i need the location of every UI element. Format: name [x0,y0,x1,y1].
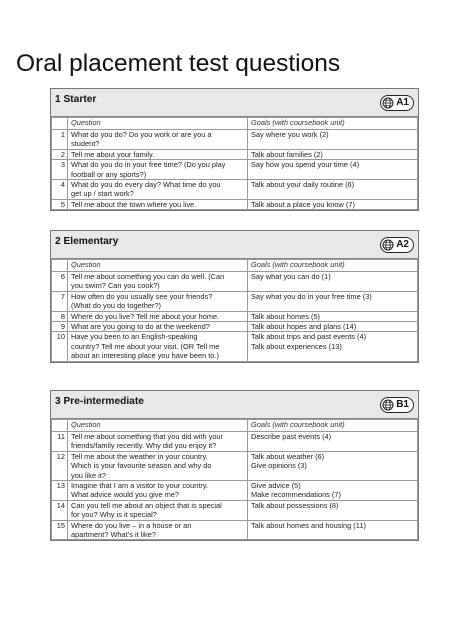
question-line: (What do you do together?) [71,301,161,311]
question-text [68,432,248,452]
goal-text [248,272,418,292]
question-column-header: Question [68,260,248,272]
table-row [52,180,418,200]
question-text [68,199,248,209]
question-number: 4 [52,180,68,200]
question-text [68,451,248,480]
question-text [68,311,248,321]
question-line: Tell me about something you can do well. (Can [71,272,225,281]
goal-line: Describe past events (4) [251,432,332,441]
table-row [52,160,418,180]
question-number: 1 [52,130,68,150]
goal-text [248,180,418,200]
globe-icon [382,399,394,411]
level-badge [380,237,414,253]
level-label: A2 [396,239,409,250]
goals-column-header: Goals (with coursebook unit) [248,118,418,130]
section-title: 1 Starter [55,94,97,105]
goal-text [248,291,418,311]
question-number: 12 [52,451,68,480]
goal-text [248,160,418,180]
goal-line: Talk about possessions (8) [251,500,339,510]
table-row [52,130,418,150]
question-line: you like it? [71,470,106,480]
table-header-row [52,118,418,130]
goal-text [248,332,418,361]
goal-line: Talk about experiences (13) [251,341,342,351]
level-badge [380,397,414,413]
page-title: Oral placement test questions [16,50,341,77]
goal-text [248,130,418,150]
goal-line: Talk about trips and past events (4) [251,332,367,342]
question-number: 13 [52,481,68,501]
goal-line: Talk about your daily routine (6) [251,180,355,190]
goal-text [248,149,418,159]
question-line: you swim? Can you cook?) [71,281,160,291]
goal-line: Talk about weather (6) [251,451,325,461]
number-column-header [52,118,68,130]
question-column-header: Question [68,420,248,432]
section-header [51,89,418,117]
question-line: What do you do every day? What time do you [71,180,221,190]
question-line: for you? Why is it special? [71,510,157,520]
table-row [52,500,418,520]
question-line: get up / start work? [71,189,134,199]
question-column-header: Question [68,118,248,130]
question-line: What advice would you give me? [71,490,180,500]
goal-line: Make recommendations (7) [251,490,341,500]
question-text [68,160,248,180]
question-line: What do you do in your free time? (Do you play [71,160,226,170]
level-badge [380,95,414,111]
goal-text [248,451,418,480]
question-line: Imagine that I am a visitor to your country. [71,481,209,491]
table-row [52,322,418,332]
question-line: football or any sports?) [71,169,147,179]
question-text [68,149,248,159]
goal-line: Talk about homes (5) [251,311,321,321]
goal-line: Talk about a place you know (7) [251,199,355,209]
question-table [51,419,418,540]
table-row [52,481,418,501]
question-number: 2 [52,149,68,159]
question-text [68,130,248,150]
question-text [68,500,248,520]
section-starter [50,88,419,211]
section-title: 3 Pre-intermediate [55,396,144,407]
goal-line: Give advice (5) [251,481,301,491]
question-text [68,291,248,311]
level-label: A1 [396,97,409,108]
question-table [51,117,418,210]
goals-column-header: Goals (with coursebook unit) [248,420,418,432]
question-line: Which is your favourite season and why do [71,461,212,471]
question-line: country? Tell me about your visit. (OR Tell me [71,341,220,351]
goal-line: Talk about families (2) [251,149,323,159]
table-header-row [52,420,418,432]
question-line: Tell me about the town where you live. [71,199,197,209]
question-number: 10 [52,332,68,361]
goal-line: Talk about hopes and plans (14) [251,322,357,332]
question-number: 9 [52,322,68,332]
question-number: 5 [52,199,68,209]
question-text [68,322,248,332]
question-number: 6 [52,272,68,292]
question-text [68,272,248,292]
question-line: student? [71,139,100,149]
goal-line: Say what you can do (1) [251,272,331,281]
table-row [52,149,418,159]
table-row [52,432,418,452]
table-header-row [52,260,418,272]
goal-text [248,520,418,540]
question-line: Tell me about your family. [71,149,155,159]
question-number: 7 [52,291,68,311]
question-line: What do you do? Do you work or are you a [71,130,212,139]
table-row [52,520,418,540]
goal-text [248,311,418,321]
question-line: Where do you live – in a house or an [71,520,192,530]
globe-icon [382,97,394,109]
question-line: Tell me about the weather in your country. [71,451,208,461]
question-line: Have you been to an English-speaking [71,332,198,342]
table-row [52,272,418,292]
question-text [68,520,248,540]
question-line: Tell me about something that you did with your [71,432,224,441]
goals-column-header: Goals (with coursebook unit) [248,260,418,272]
number-column-header [52,260,68,272]
goal-line: Give opinions (3) [251,461,307,471]
section-pre-intermediate [50,390,419,541]
question-number: 14 [52,500,68,520]
question-line: about an interesting place you have been to.) [71,351,219,361]
question-line: Where do you live? Tell me about your home. [71,311,220,321]
table-row [52,332,418,361]
question-text [68,180,248,200]
question-number: 8 [52,311,68,321]
section-header [51,391,418,419]
goal-text [248,481,418,501]
goal-line: Talk about homes and housing (11) [251,520,366,530]
question-number: 11 [52,432,68,452]
question-text [68,481,248,501]
question-number: 15 [52,520,68,540]
question-line: How often do you usually see your friends? [71,291,213,301]
section-title: 2 Elementary [55,236,119,247]
goal-line: Say where you work (2) [251,130,329,139]
level-label: B1 [396,399,409,410]
question-line: Can you tell me about an object that is special [71,500,222,510]
goal-text [248,199,418,209]
question-line: apartment? What’s it like? [71,530,156,540]
goal-line: Say what you do in your free time (3) [251,291,372,301]
table-row [52,451,418,480]
goal-text [248,322,418,332]
section-elementary [50,230,419,363]
question-line: friends/family recently. Why did you enjoy it? [71,441,217,451]
question-text [68,332,248,361]
table-row [52,311,418,321]
table-row [52,199,418,209]
goal-text [248,432,418,452]
goal-text [248,500,418,520]
number-column-header [52,420,68,432]
question-number: 3 [52,160,68,180]
question-line: What are you going to do at the weekend? [71,322,210,332]
section-header [51,231,418,259]
globe-icon [382,239,394,251]
table-row [52,291,418,311]
question-table [51,259,418,362]
goal-line: Say how you spend your time (4) [251,160,360,170]
